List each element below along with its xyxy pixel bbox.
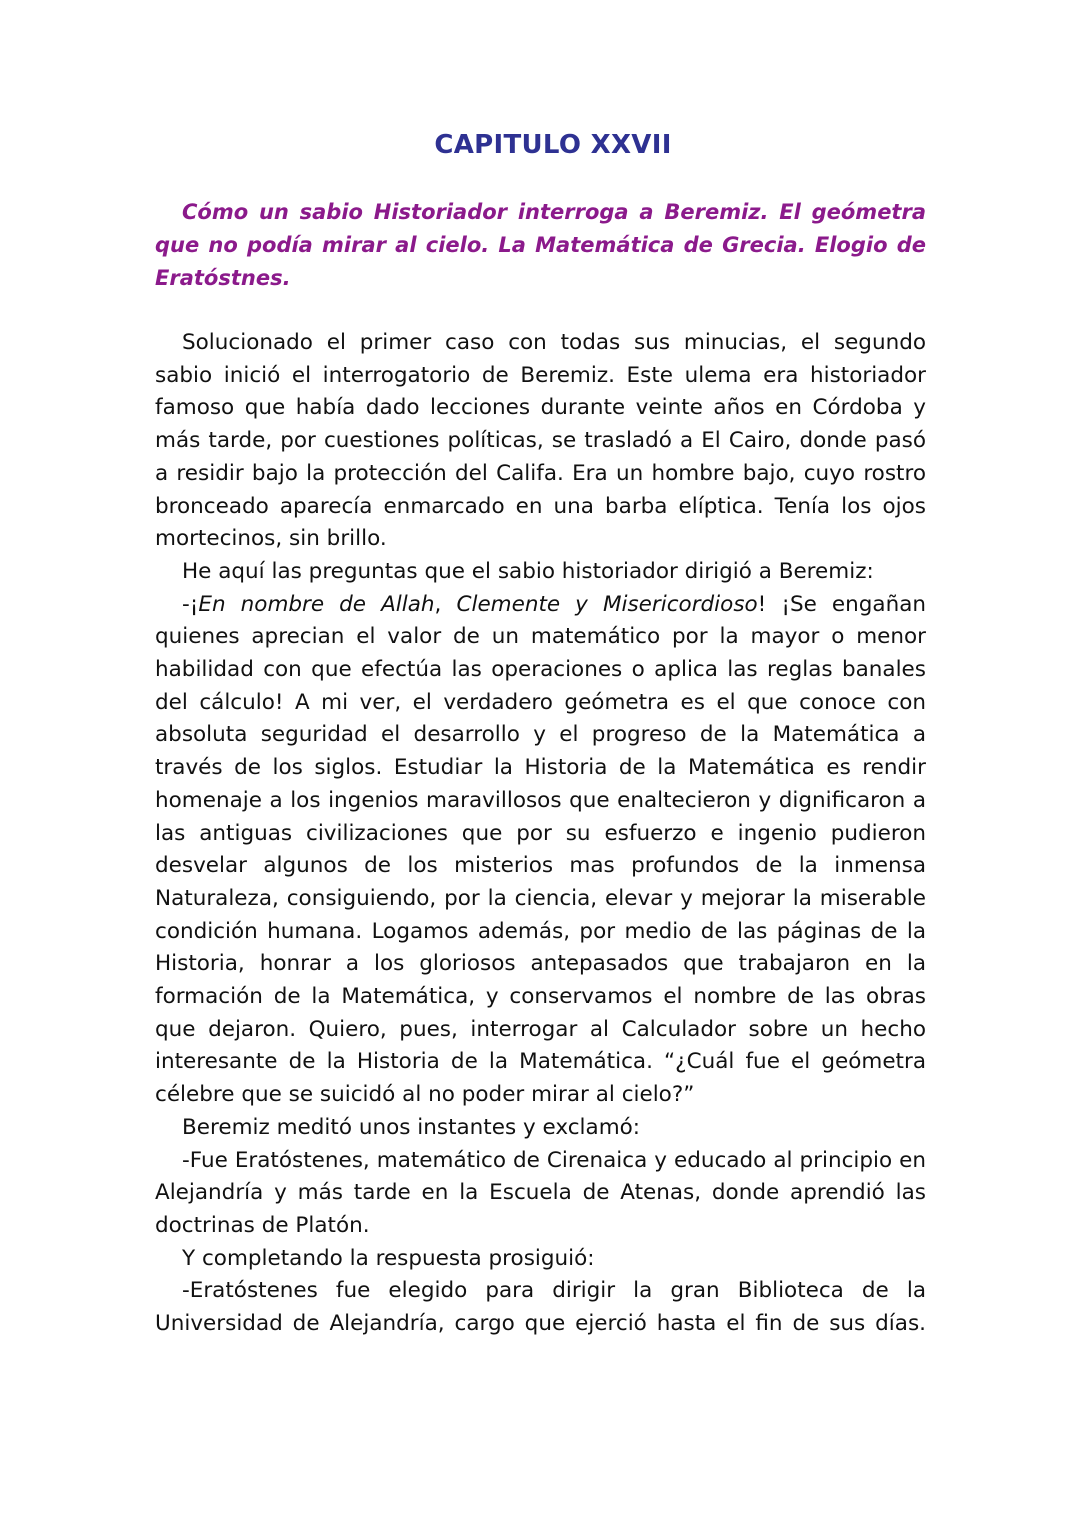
invocation-allah: En nombre de Allah bbox=[198, 591, 435, 617]
paragraph-7: -Eratóstenes fue elegido para dirigir la gran Biblioteca de la Universidad de Alejandría, cargo que ejerció hasta el fin de sus días. bbox=[155, 1278, 926, 1337]
historian-speech: ! ¡Se engañan quienes aprecian el valor de un matemático por la mayor o menor habilidad con que efectúa las operaciones o aplica las reglas banales del cálculo! A mi ver, el verdadero geómetra es el que conoce con absoluta seguridad el desarrollo y el progreso de la Matemática a través de los siglos. Estudiar la Historia de la Matemática es rendir homenaje a los ingenios maravillosos que enaltecieron y dignificaron a las antiguas civilizaciones que por su esfuerzo e ingenio pudieron desvelar algunos de los misterios mas profundos de la inmensa Naturaleza, consiguiendo, por la ciencia, elevar y mejorar la miserable condición humana. Logamos además, por medio de las páginas de la Historia, honrar a los gloriosos antepasados que trabajaron en la formación de la Matemática, y conservamos el nombre de las obras que dejaron. Quiero, pues, interrogar al Calculador sobre un hecho interesante de la Historia de la Matemática. “¿Cuál fue el geómetra célebre que se suicidó al no poder mirar al cielo?” bbox=[155, 591, 927, 1108]
paragraph-1: Solucionado el primer caso con todas sus minucias, el segundo sabio inició el interrogatorio de Beremiz. Este ulema era historiador famoso que había dado lecciones durante veinte años en Córdoba y más tarde, por cuestiones políticas, se trasladó a El Cairo, donde pasó a residir bajo la protección del Califa. Era un hombre bajo, cuyo rostro bronceado aparecía enmarcado en una barba elíptica. Tenía los ojos mortecinos, sin brillo. bbox=[155, 330, 926, 552]
chapter-title: CAPITULO XXVII bbox=[434, 130, 672, 160]
chapter-summary: Cómo un sabio Historiador interroga a Beremiz. El geómetra que no podía mirar al cielo. La Matemática de Grecia. Elogio de Eratóstnes. bbox=[155, 200, 926, 290]
paragraph-5: -Fue Eratóstenes, matemático de Cirenaica y educado al principio en Alejandría y más tarde en la Escuela de Atenas, donde aprendió las doctrinas de Platón. bbox=[155, 1147, 926, 1238]
paragraph-3 bbox=[155, 589, 926, 1112]
dialogue-prefix: -¡ bbox=[182, 591, 199, 617]
chapter-body bbox=[155, 327, 926, 1341]
invocation-separator: , bbox=[434, 591, 457, 617]
invocation-clemente: Clemente y Misericordioso bbox=[456, 591, 758, 617]
paragraph-2: He aquí las preguntas que el sabio historiador dirigió a Beremiz: bbox=[182, 558, 874, 584]
paragraph-4: Beremiz meditó unos instantes y exclamó: bbox=[182, 1114, 641, 1140]
paragraph-6: Y completando la respuesta prosiguió: bbox=[182, 1245, 595, 1271]
